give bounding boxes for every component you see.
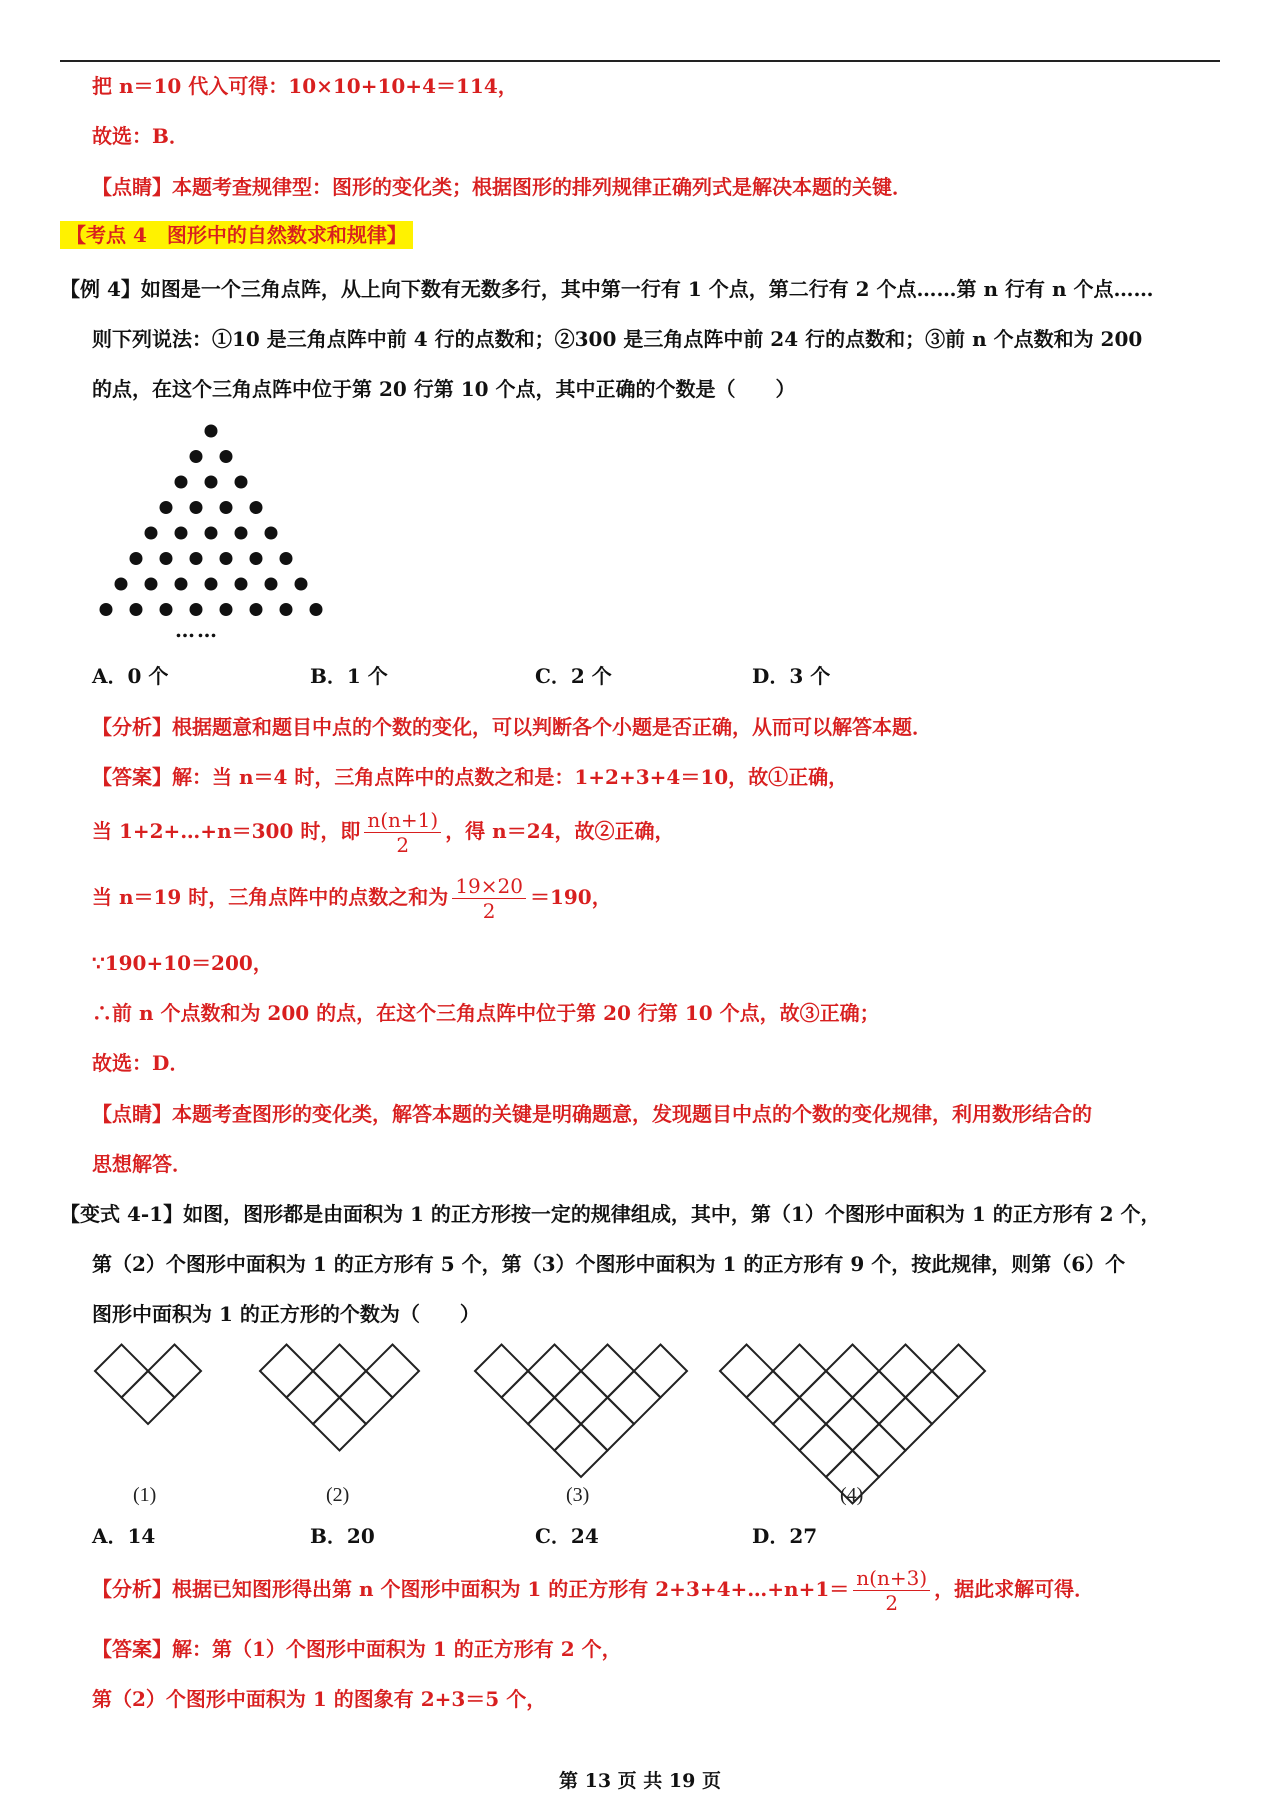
unit-square <box>800 1424 853 1477</box>
figure-caption-3: (3) <box>566 1484 590 1506</box>
ex4-analysis: 【分析】根据题意和题目中点的个数的变化，可以判断各个小题是否正确，从而可以解答本题． <box>92 715 932 739</box>
dot <box>160 501 173 514</box>
unit-square <box>528 1398 581 1451</box>
kaodian-label: 【考点 4 图形中的自然数求和规律】 <box>60 221 413 249</box>
unit-square <box>528 1345 581 1398</box>
unit-square <box>826 1398 879 1451</box>
unit-square <box>366 1345 419 1398</box>
fraction-numerator: n(n+1) <box>364 808 441 833</box>
ex4-answer-3-post: ＝190， <box>529 885 612 909</box>
triangle-dot-array <box>80 415 350 645</box>
dot <box>190 552 203 565</box>
dot <box>295 578 308 591</box>
ex4-answer-2 <box>92 808 675 857</box>
unit-square <box>502 1371 555 1424</box>
var41-choice-c: C．24 <box>535 1524 599 1548</box>
unit-square <box>260 1345 313 1398</box>
var41-choice-d: D．27 <box>752 1524 818 1548</box>
dot <box>190 501 203 514</box>
ex4-question-1: 【例 4】如图是一个三角点阵，从上向下数有无数多行，其中第一行有 1 个点，第二行有 2 个点……第 n 行有 n 个点…… <box>60 277 1154 301</box>
dot <box>265 578 278 591</box>
fraction-denominator: 2 <box>482 899 496 923</box>
fraction-denominator: 2 <box>885 1591 899 1615</box>
fraction-numerator: n(n+3) <box>853 1566 930 1591</box>
ex4-choice-c: C．2 个 <box>535 664 612 688</box>
unit-square <box>747 1371 800 1424</box>
ex4-answer-6: 故选：D． <box>92 1051 190 1075</box>
unit-square <box>313 1398 366 1451</box>
unit-square <box>95 1345 148 1398</box>
dot <box>220 552 233 565</box>
var41-choice-b: B．20 <box>310 1524 375 1548</box>
unit-square <box>879 1398 932 1451</box>
ex4-note-2: 思想解答． <box>92 1152 192 1176</box>
dot <box>190 603 203 616</box>
unit-square <box>853 1371 906 1424</box>
unit-square <box>906 1371 959 1424</box>
figure-caption-2: (2) <box>326 1484 350 1506</box>
ex4-answer-2-post: ，得 n＝24，故②正确， <box>445 819 675 843</box>
dot <box>145 527 158 540</box>
unit-square <box>853 1424 906 1477</box>
dot <box>280 552 293 565</box>
var41-analysis-post: ，据此求解可得． <box>934 1577 1095 1601</box>
dot <box>160 603 173 616</box>
unit-square <box>555 1424 608 1477</box>
dot <box>205 578 218 591</box>
unit-square <box>122 1371 175 1424</box>
figure-caption-1: (1) <box>133 1484 157 1506</box>
var41-choice-a: A．14 <box>92 1524 156 1548</box>
dot <box>250 603 263 616</box>
header-rule <box>60 60 1220 62</box>
dot <box>130 552 143 565</box>
unit-square <box>720 1345 773 1398</box>
unit-square <box>148 1345 201 1398</box>
dots-ellipsis: …… <box>175 618 219 642</box>
var41-question-3: 图形中面积为 1 的正方形的个数为（ ） <box>92 1302 480 1326</box>
fraction-numerator: 19×20 <box>452 874 526 899</box>
dot <box>280 603 293 616</box>
dot <box>235 578 248 591</box>
var41-question-1: 【变式 4-1】如图，图形都是由面积为 1 的正方形按一定的规律组成，其中，第（1）个图形中面积为 1 的正方形有 2 个， <box>60 1202 1161 1226</box>
ex4-answer-3-pre: 当 n＝19 时，三角点阵中的点数之和为 <box>92 885 449 909</box>
var41-answer-2: 第（2）个图形中面积为 1 的图象有 2+3＝5 个， <box>92 1687 547 1711</box>
unit-square <box>800 1371 853 1424</box>
unit-square <box>475 1345 528 1398</box>
page-footer: 第 13 页 共 19 页 <box>559 1770 721 1792</box>
ex4-choice-d: D．3 个 <box>752 664 831 688</box>
unit-square <box>826 1345 879 1398</box>
ex4-answer-4: ∵190+10＝200， <box>92 951 273 975</box>
ex4-choice-a: A．0 个 <box>92 664 169 688</box>
unit-square <box>932 1345 985 1398</box>
ex4-answer-1: 【答案】解：当 n＝4 时，三角点阵中的点数之和是：1+2+3+4＝10，故①正确， <box>92 765 849 789</box>
dot <box>235 527 248 540</box>
ex4-answer-3 <box>92 874 612 923</box>
fraction-nn1 <box>364 808 441 857</box>
dot <box>205 476 218 489</box>
dot <box>175 578 188 591</box>
fraction-19x20 <box>452 874 526 923</box>
top-line-1: 把 n＝10 代入可得：10×10+10+4＝114， <box>92 74 518 98</box>
ex4-question-3: 的点，在这个三角点阵中位于第 20 行第 10 个点，其中正确的个数是（ ） <box>92 377 796 401</box>
dot <box>205 527 218 540</box>
unit-square <box>287 1371 340 1424</box>
dot <box>100 603 113 616</box>
dot <box>220 450 233 463</box>
dot <box>250 501 263 514</box>
dot <box>160 552 173 565</box>
unit-square <box>313 1345 366 1398</box>
unit-square <box>879 1345 932 1398</box>
unit-square <box>773 1345 826 1398</box>
dot <box>310 603 323 616</box>
dot <box>220 501 233 514</box>
dot <box>265 527 278 540</box>
dot <box>190 450 203 463</box>
unit-square <box>773 1398 826 1451</box>
ex4-choice-b: B．1 个 <box>310 664 388 688</box>
dot <box>220 603 233 616</box>
unit-square <box>340 1371 393 1424</box>
ex4-question-2: 则下列说法：①10 是三角点阵中前 4 行的点数和；②300 是三角点阵中前 24 行的点数和；③前 n 个点数和为 200 <box>92 327 1143 351</box>
ex4-answer-5: ∴前 n 个点数和为 200 的点，在这个三角点阵中位于第 20 行第 10 个点，故③正确； <box>92 1001 880 1025</box>
var41-question-2: 第（2）个图形中面积为 1 的正方形有 5 个，第（3）个图形中面积为 1 的正方形有 9 个，按此规律，则第（6）个 <box>92 1252 1126 1276</box>
unit-square <box>581 1345 634 1398</box>
fraction-denominator: 2 <box>396 833 410 857</box>
var41-analysis-pre: 【分析】根据已知图形得出第 n 个图形中面积为 1 的正方形有 2+3+4+…+n+1＝ <box>92 1577 850 1601</box>
dot <box>175 476 188 489</box>
figure-caption-4: (4) <box>840 1484 864 1506</box>
unit-square <box>555 1371 608 1424</box>
dot <box>235 476 248 489</box>
fraction-nn3 <box>853 1566 930 1615</box>
dot <box>250 552 263 565</box>
top-note: 【点睛】本题考查规律型：图形的变化类；根据图形的排列规律正确列式是解决本题的关键． <box>92 175 912 199</box>
unit-square <box>581 1398 634 1451</box>
top-line-2: 故选：B． <box>92 124 189 148</box>
var41-answer-1: 【答案】解：第（1）个图形中面积为 1 的正方形有 2 个， <box>92 1637 622 1661</box>
var41-analysis <box>92 1566 1094 1615</box>
ex4-answer-2-pre: 当 1+2+…+n＝300 时，即 <box>92 819 361 843</box>
unit-square <box>608 1371 661 1424</box>
dot <box>145 578 158 591</box>
dot <box>175 527 188 540</box>
dot <box>130 603 143 616</box>
unit-square <box>634 1345 687 1398</box>
kaodian-heading <box>60 222 413 248</box>
dot <box>115 578 128 591</box>
ex4-note-1: 【点睛】本题考查图形的变化类，解答本题的关键是明确题意，发现题目中点的个数的变化规律，利用数形结合的 <box>92 1102 1092 1126</box>
dot <box>205 425 218 438</box>
